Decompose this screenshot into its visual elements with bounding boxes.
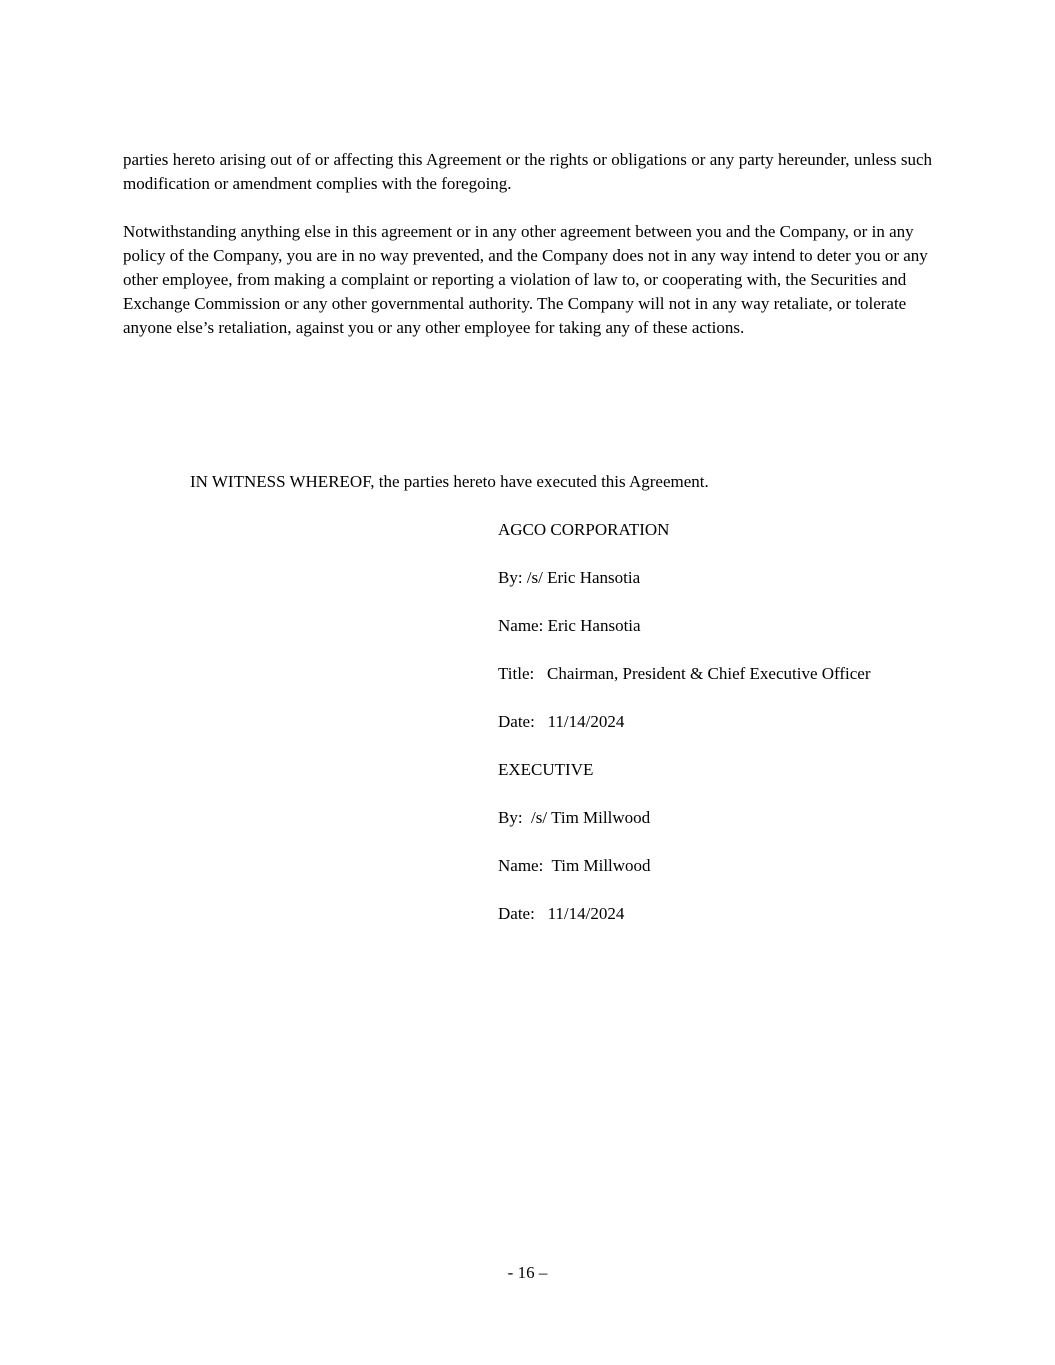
paragraph-modification-clause: parties hereto arising out of or affecting this Agreement or the rights or obligations or any party hereunder, unless such modification or amendment complies with the foregoing. — [123, 150, 932, 193]
page-number: - 16 – — [507, 1263, 548, 1282]
signature-executive-date-line: Date: 11/14/2024 — [498, 904, 625, 923]
signature-executive-by-line: By: /s/ Tim Millwood — [498, 808, 651, 827]
signature-executive-label: EXECUTIVE — [498, 760, 594, 779]
signature-company-name: AGCO CORPORATION — [498, 520, 670, 539]
signature-company-name-line: Name: Eric Hansotia — [498, 616, 641, 635]
witness-clause: IN WITNESS WHEREOF, the parties hereto have executed this Agreement. — [190, 472, 709, 491]
paragraph-whistleblower-clause: Notwithstanding anything else in this agreement or in any other agreement between you and the Company, or in any policy of the Company, you are in no way prevented, and the Company does not in any way intend to deter you or any other employee, from making a complaint or reporting a violation of law to, or cooperating with, the Securities and Exchange Commission or any other governmental authority. The Company will not in any way retaliate, or tolerate anyone else’s retaliation, against you or any other employee for taking any of these actions. — [123, 222, 928, 337]
signature-executive-name-line: Name: Tim Millwood — [498, 856, 651, 875]
signature-company-by-line: By: /s/ Eric Hansotia — [498, 568, 641, 587]
signature-company-date-line: Date: 11/14/2024 — [498, 712, 625, 731]
signature-block — [498, 518, 932, 926]
signature-company-title-line: Title: Chairman, President & Chief Executive Officer — [498, 664, 871, 683]
